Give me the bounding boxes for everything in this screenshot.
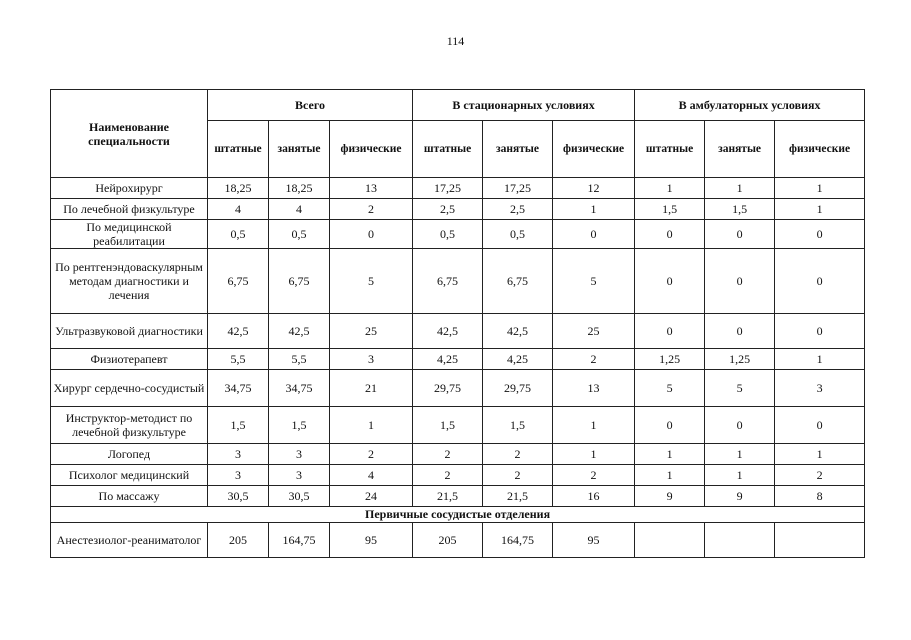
table-cell: 0 xyxy=(635,407,705,444)
table-cell: 1 xyxy=(553,407,635,444)
table-cell: 1 xyxy=(553,444,635,465)
table-cell: 1 xyxy=(635,465,705,486)
table-cell: 0 xyxy=(775,249,865,314)
table-cell: 3 xyxy=(775,370,865,407)
table-cell: 30,5 xyxy=(208,486,269,507)
table-cell: 0 xyxy=(705,220,775,249)
header-subcol: физические xyxy=(330,121,413,178)
section-title: Первичные сосудистые отделения xyxy=(51,507,865,523)
table-cell: 13 xyxy=(553,370,635,407)
table-cell: 5,5 xyxy=(269,349,330,370)
specialty-name: По лечебной физкультуре xyxy=(51,199,208,220)
table-cell: 1,5 xyxy=(208,407,269,444)
table-cell: 0 xyxy=(775,407,865,444)
specialty-name: Хирург сердечно-сосудистый xyxy=(51,370,208,407)
table-cell: 2,5 xyxy=(483,199,553,220)
table-row xyxy=(51,349,865,370)
table-cell: 95 xyxy=(330,523,413,558)
table-row xyxy=(51,220,865,249)
table-cell: 0 xyxy=(553,220,635,249)
table-cell: 6,75 xyxy=(413,249,483,314)
header-group-outpatient: В амбулаторных условиях xyxy=(635,90,865,121)
table-cell: 1,25 xyxy=(705,349,775,370)
table-cell: 21,5 xyxy=(483,486,553,507)
specialty-name: Анестезиолог-реаниматолог xyxy=(51,523,208,558)
table-cell: 29,75 xyxy=(483,370,553,407)
table-cell: 4 xyxy=(208,199,269,220)
table-cell: 0 xyxy=(775,220,865,249)
section-header-row xyxy=(51,507,865,523)
staffing-table xyxy=(50,89,865,558)
table-cell: 6,75 xyxy=(483,249,553,314)
specialty-name: По рентгенэндоваскулярным методам диагностики и лечения xyxy=(51,249,208,314)
table-cell: 1,5 xyxy=(705,199,775,220)
specialty-name: Ультразвуковой диагностики xyxy=(51,314,208,349)
page-number: 114 xyxy=(446,34,465,48)
table-cell: 25 xyxy=(330,314,413,349)
table-cell: 3 xyxy=(269,444,330,465)
table-cell: 2 xyxy=(330,444,413,465)
table-cell: 1 xyxy=(705,178,775,199)
table-cell xyxy=(775,523,865,558)
table-cell: 9 xyxy=(705,486,775,507)
table-cell: 4,25 xyxy=(483,349,553,370)
table-cell: 0 xyxy=(705,407,775,444)
table-row xyxy=(51,178,865,199)
table-cell: 1 xyxy=(775,199,865,220)
table-cell: 42,5 xyxy=(483,314,553,349)
table-cell: 0 xyxy=(705,314,775,349)
table-cell: 0 xyxy=(330,220,413,249)
table-cell: 17,25 xyxy=(413,178,483,199)
table-row xyxy=(51,407,865,444)
specialty-name: По медицинской реабилитации xyxy=(51,220,208,249)
header-subcol: штатные xyxy=(635,121,705,178)
table-cell: 1,5 xyxy=(413,407,483,444)
table-cell: 2 xyxy=(553,465,635,486)
table-cell: 2 xyxy=(553,349,635,370)
table-row xyxy=(51,249,865,314)
table-cell: 21 xyxy=(330,370,413,407)
table-cell: 1 xyxy=(775,349,865,370)
table-cell: 16 xyxy=(553,486,635,507)
table-cell: 42,5 xyxy=(269,314,330,349)
table-cell: 18,25 xyxy=(269,178,330,199)
table-cell: 0 xyxy=(705,249,775,314)
table-cell: 1,5 xyxy=(483,407,553,444)
table-cell: 2 xyxy=(413,444,483,465)
table-cell: 5 xyxy=(553,249,635,314)
table-cell: 205 xyxy=(208,523,269,558)
header-group-total: Всего xyxy=(208,90,413,121)
table-cell: 2 xyxy=(483,444,553,465)
table-cell: 2 xyxy=(775,465,865,486)
table-cell: 34,75 xyxy=(269,370,330,407)
table-cell: 2,5 xyxy=(413,199,483,220)
table-cell: 2 xyxy=(483,465,553,486)
header-subcol: штатные xyxy=(413,121,483,178)
header-name-column: Наименование специальности xyxy=(51,90,208,178)
table-cell: 6,75 xyxy=(208,249,269,314)
table-cell: 0,5 xyxy=(483,220,553,249)
table-cell: 42,5 xyxy=(413,314,483,349)
table-cell: 2 xyxy=(330,199,413,220)
table-cell: 17,25 xyxy=(483,178,553,199)
specialty-name: Логопед xyxy=(51,444,208,465)
table-cell: 5,5 xyxy=(208,349,269,370)
table-cell: 4 xyxy=(269,199,330,220)
table-cell: 9 xyxy=(635,486,705,507)
table-cell: 1 xyxy=(330,407,413,444)
table-cell: 21,5 xyxy=(413,486,483,507)
table-row xyxy=(51,199,865,220)
table-row xyxy=(51,486,865,507)
table-cell: 95 xyxy=(553,523,635,558)
table-cell: 13 xyxy=(330,178,413,199)
table-cell: 18,25 xyxy=(208,178,269,199)
table-cell: 1,5 xyxy=(635,199,705,220)
table-cell: 3 xyxy=(330,349,413,370)
table-cell: 29,75 xyxy=(413,370,483,407)
table-cell: 3 xyxy=(269,465,330,486)
table-cell: 6,75 xyxy=(269,249,330,314)
table-cell: 1,25 xyxy=(635,349,705,370)
header-subcol: штатные xyxy=(208,121,269,178)
table-cell xyxy=(705,523,775,558)
table-cell: 5 xyxy=(330,249,413,314)
table-cell: 24 xyxy=(330,486,413,507)
table-row xyxy=(51,465,865,486)
specialty-name: Инструктор-методист по лечебной физкультуре xyxy=(51,407,208,444)
specialty-name: По массажу xyxy=(51,486,208,507)
table-cell: 1 xyxy=(635,178,705,199)
specialty-name: Нейрохирург xyxy=(51,178,208,199)
table-cell: 0,5 xyxy=(413,220,483,249)
header-subcol: занятые xyxy=(483,121,553,178)
table-cell: 1 xyxy=(775,444,865,465)
table-cell: 1 xyxy=(635,444,705,465)
table-cell: 1 xyxy=(775,178,865,199)
table-row xyxy=(51,370,865,407)
table-cell: 1 xyxy=(705,444,775,465)
table-row xyxy=(51,314,865,349)
table-cell: 0,5 xyxy=(208,220,269,249)
header-group-inpatient: В стационарных условиях xyxy=(413,90,635,121)
header-subcol: занятые xyxy=(705,121,775,178)
header-subcol: занятые xyxy=(269,121,330,178)
table-cell: 12 xyxy=(553,178,635,199)
table-cell: 4 xyxy=(330,465,413,486)
table-row xyxy=(51,523,865,558)
specialty-name: Психолог медицинский xyxy=(51,465,208,486)
table-cell: 5 xyxy=(705,370,775,407)
table-cell: 42,5 xyxy=(208,314,269,349)
header-subcol: физические xyxy=(775,121,865,178)
table-cell: 34,75 xyxy=(208,370,269,407)
table-cell: 2 xyxy=(413,465,483,486)
table-cell: 3 xyxy=(208,444,269,465)
table-cell: 0 xyxy=(635,314,705,349)
header-subcol: физические xyxy=(553,121,635,178)
table-cell: 1 xyxy=(553,199,635,220)
table-cell xyxy=(635,523,705,558)
table-row xyxy=(51,444,865,465)
table-cell: 1,5 xyxy=(269,407,330,444)
table-cell: 4,25 xyxy=(413,349,483,370)
table-cell: 3 xyxy=(208,465,269,486)
table-cell: 0 xyxy=(635,220,705,249)
table-cell: 205 xyxy=(413,523,483,558)
table-cell: 0,5 xyxy=(269,220,330,249)
table-cell: 5 xyxy=(635,370,705,407)
table-cell: 8 xyxy=(775,486,865,507)
table-cell: 25 xyxy=(553,314,635,349)
table-cell: 0 xyxy=(635,249,705,314)
table-cell: 30,5 xyxy=(269,486,330,507)
specialty-name: Физиотерапевт xyxy=(51,349,208,370)
table-cell: 164,75 xyxy=(483,523,553,558)
table-cell: 1 xyxy=(705,465,775,486)
table-cell: 0 xyxy=(775,314,865,349)
table-cell: 164,75 xyxy=(269,523,330,558)
